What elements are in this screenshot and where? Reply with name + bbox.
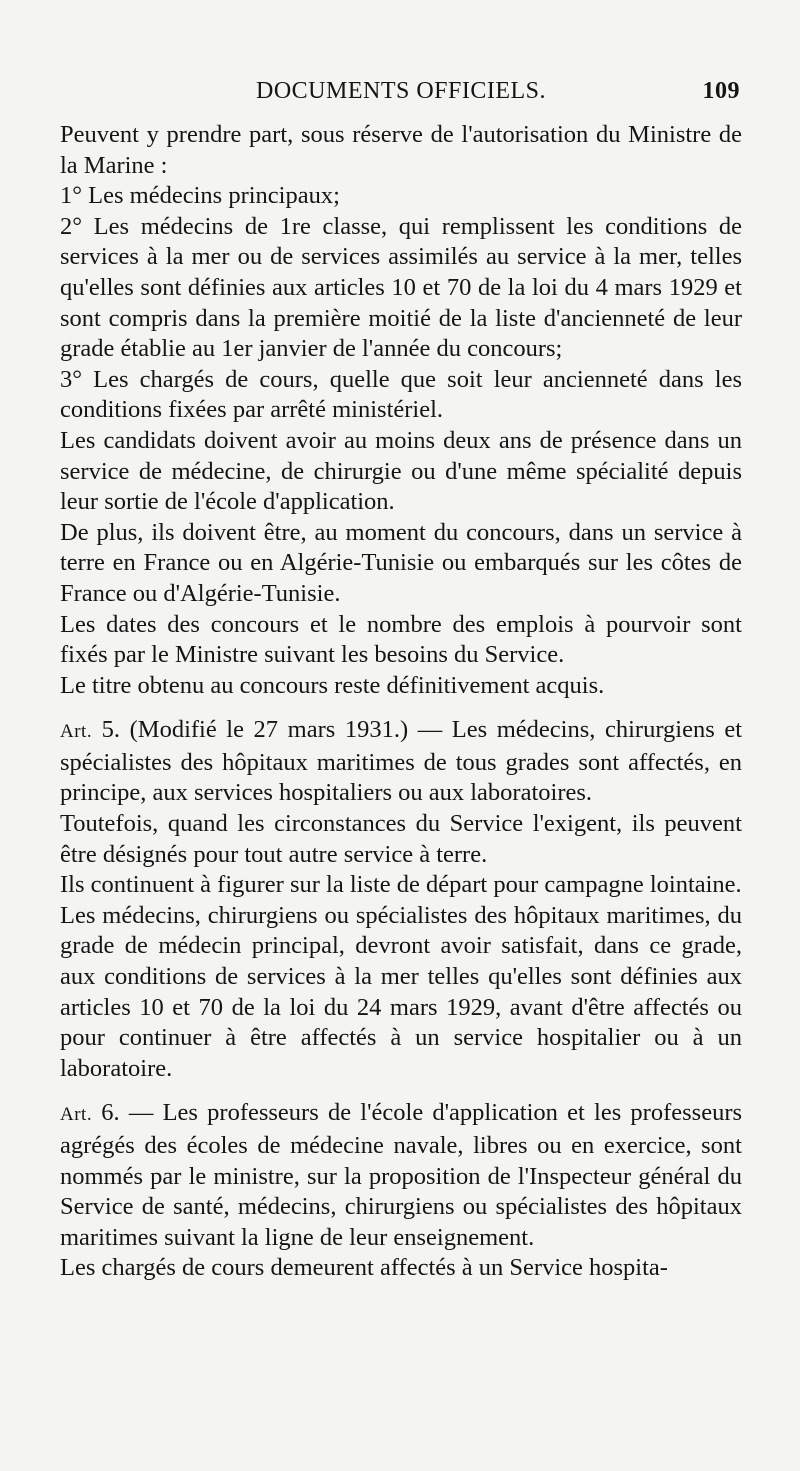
article-label: Art. (60, 721, 93, 743)
paragraph: Ils continuent à figurer sur la liste de départ pour campagne lointaine. (60, 871, 742, 899)
page-header (60, 78, 742, 114)
paragraph: 3° Les chargés de cours, quelle que soit leur ancienneté dans les conditions fixées par arrêté ministériel. (60, 365, 742, 424)
article-label: Art. (60, 1104, 93, 1126)
paragraph: De plus, ils doivent être, au moment du concours, dans un service à terre en France ou en Algérie-Tunisie ou embarqués sur les côtes de France ou d'Algérie-Tunisie. (60, 518, 742, 607)
paragraph: Les dates des concours et le nombre des emplois à pourvoir sont fixés par le Ministre suivant les besoins du Service. (60, 610, 742, 669)
paragraph: Le titre obtenu au concours reste définitivement acquis. (60, 671, 605, 699)
paragraph: Les médecins, chirurgiens ou spécialistes des hôpitaux maritimes, du grade de médecin principal, devront avoir satisfait, dans ce grade, aux conditions de services à la mer telles qu'elles sont définies aux articles 10 et 70 de la loi du 24 mars 1929, avant d'être affectés ou pour continuer à être affectés à un service hospitalier ou à un laboratoire. (60, 901, 742, 1082)
paragraph: Les candidats doivent avoir au moins deux ans de présence dans un service de médecine, de chirurgie ou d'une même spécialité depuis leur sortie de l'école d'application. (60, 426, 742, 516)
article-6 (60, 1098, 742, 1253)
page-number: 109 (702, 78, 740, 104)
paragraph: Peuvent y prendre part, sous réserve de l'autorisation du Ministre de la Marine : (60, 121, 742, 179)
article-5 (60, 715, 742, 809)
paragraph: 1° Les médecins principaux; (60, 182, 340, 210)
paragraph: Les chargés de cours demeurent affectés à un Service hospita- (60, 1254, 668, 1282)
article-text: 5. (Modifié le 27 mars 1931.) — Les médecins, chirurgiens et spécialistes des hôpitaux maritimes de tous grades sont affectés, en principe, aux services hospitaliers ou aux laboratoires. (60, 716, 743, 807)
body-text (60, 120, 742, 1284)
article-text: 6. — Les professeurs de l'école d'application et les professeurs agrégés des écoles de médecine navale, libres ou en exercice, sont nommés par le ministre, sur la proposition de l'Inspecteur général du Service de santé, médecins, chirurgiens ou spécialistes des hôpitaux maritimes suivant la ligne de leur enseignement. (60, 1099, 743, 1251)
paragraph: Toutefois, quand les circonstances du Service l'exigent, ils peuvent être désignés pour tout autre service à terre. (60, 810, 742, 868)
running-head: DOCUMENTS OFFICIELS. (256, 78, 547, 104)
paragraph: 2° Les médecins de 1re classe, qui remplissent les conditions de services à la mer ou de services assimilés au service à la mer, telles qu'elles sont définies aux articles 10 et 70 de la loi du 4 mars 1929 et sont compris dans la première moitié de la liste d'ancienneté de leur grade établie au 1er janvier de l'année du concours; (60, 212, 742, 363)
